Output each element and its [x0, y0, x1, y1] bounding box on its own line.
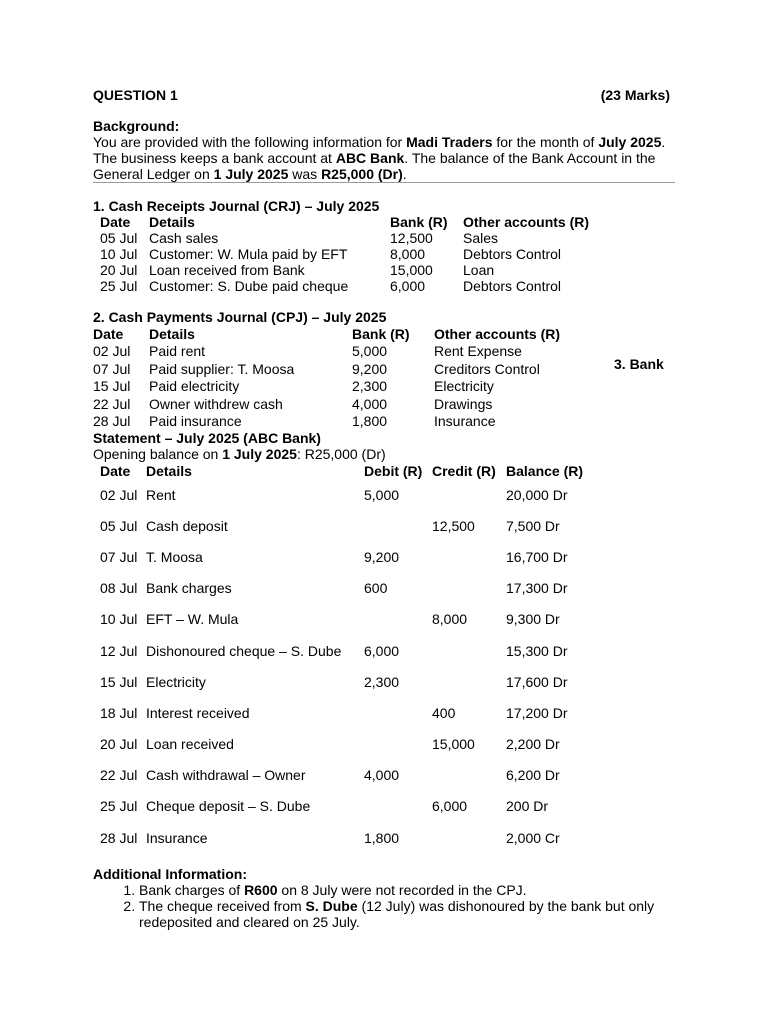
statement-opening: Opening balance on 1 July 2025: R25,000 (Dr)	[93, 446, 386, 462]
question-title: QUESTION 1	[93, 87, 178, 103]
crj-header-row	[93, 214, 589, 230]
crj-table	[93, 214, 589, 294]
opening-amount: R25,000 (Dr)	[321, 166, 403, 182]
table-row: 07 Jul Paid supplier: T. Moosa 9,200 Creditors Control	[93, 360, 540, 377]
crj-col-bank: Bank (R)	[390, 214, 448, 230]
question-marks: (23 Marks)	[600, 87, 670, 103]
table-row: 22 Jul Cash withdrawal – Owner 4,000 6,200 Dr	[100, 767, 560, 784]
statement-col-credit: Credit (R)	[432, 462, 496, 479]
table-row: 20 Jul Loan received 15,000 2,200 Dr	[100, 736, 560, 753]
table-row: 02 Jul Rent 5,000 20,000 Dr	[100, 486, 568, 503]
list-item: 1. Bank charges of R600 on 8 July were not recorded in the CPJ.	[139, 882, 670, 898]
background-heading: Background:	[93, 118, 180, 134]
table-row: 10 Jul EFT – W. Mula 8,000 9,300 Dr	[100, 611, 560, 628]
table-row: 28 Jul Paid insurance 1,800 Insurance	[93, 413, 496, 430]
bank-name: ABC Bank	[335, 150, 405, 166]
crj-col-date: Date	[100, 214, 131, 230]
table-row: 28 Jul Insurance 1,800 2,000 Cr	[100, 829, 560, 846]
statement-col-balance: Balance (R)	[506, 462, 584, 479]
statement-col-details: Details	[146, 462, 192, 479]
background-paragraph: You are provided with the following information for Madi Traders for the month of July 2025. The business keeps a bank account at ABC Bank. The balance of the Bank Account in the General Ledger on 1 July 2025 was R25,000 (Dr).	[93, 134, 666, 182]
crj-col-other: Other accounts (R)	[463, 214, 590, 230]
cpj-col-other: Other accounts (R)	[434, 325, 561, 342]
document-page	[93, 87, 670, 930]
table-row: 15 Jul Electricity 2,300 17,600 Dr	[100, 673, 568, 690]
table-row: 08 Jul Bank charges 600 17,300 Dr	[100, 580, 568, 597]
additional-heading: Additional Information:	[93, 866, 247, 883]
divider	[93, 182, 675, 183]
company-name: Madi Traders	[406, 134, 493, 150]
table-row: 20 Jul Loan received from Bank 15,000 Loan	[100, 262, 495, 278]
table-row: 18 Jul Interest received 400 17,200 Dr	[100, 704, 568, 721]
table-row: 15 Jul Paid electricity 2,300 Electricity	[93, 378, 494, 395]
table-row: 25 Jul Cheque deposit – S. Dube 6,000 200 Dr	[100, 798, 549, 815]
table-row: 05 Jul Cash sales 12,500 Sales	[100, 230, 499, 246]
table-row: 25 Jul Customer: S. Dube paid cheque 6,000 Debtors Control	[100, 278, 562, 294]
cpj-title: 2. Cash Payments Journal (CPJ) – July 2025	[93, 309, 387, 325]
statement-header-row	[93, 462, 583, 479]
statement-col-date: Date	[100, 462, 131, 479]
table-row: 05 Jul Cash deposit 12,500 7,500 Dr	[100, 517, 560, 534]
cpj-col-details: Details	[149, 325, 195, 342]
question-header	[93, 87, 670, 105]
table-row: 02 Jul Paid rent 5,000 Rent Expense	[93, 343, 522, 360]
cpj-table	[93, 325, 560, 430]
statement-col-debit: Debit (R)	[364, 462, 423, 479]
statement-title: Statement – July 2025 (ABC Bank)	[93, 430, 321, 446]
table-row: 12 Jul Dishonoured cheque – S. Dube 6,000 15,300 Dr	[100, 642, 568, 659]
cpj-col-bank: Bank (R)	[352, 325, 410, 342]
crj-col-details: Details	[149, 214, 195, 230]
table-row: 10 Jul Customer: W. Mula paid by EFT 8,000 Debtors Control	[100, 246, 562, 262]
cpj-col-date: Date	[93, 325, 124, 342]
list-item: 2. The cheque received from S. Dube (12 July) was dishonoured by the bank but only redeposited and cleared on 25 July.	[139, 898, 670, 930]
table-row: 07 Jul T. Moosa 9,200 16,700 Dr	[100, 548, 568, 565]
crj-title: 1. Cash Receipts Journal (CRJ) – July 2025	[93, 198, 380, 214]
statement-table	[93, 462, 583, 853]
bank-side-label: 3. Bank	[614, 356, 664, 372]
cpj-header-row	[93, 325, 560, 343]
additional-list	[93, 882, 670, 930]
table-row: 22 Jul Owner withdrew cash 4,000 Drawings	[93, 395, 493, 412]
